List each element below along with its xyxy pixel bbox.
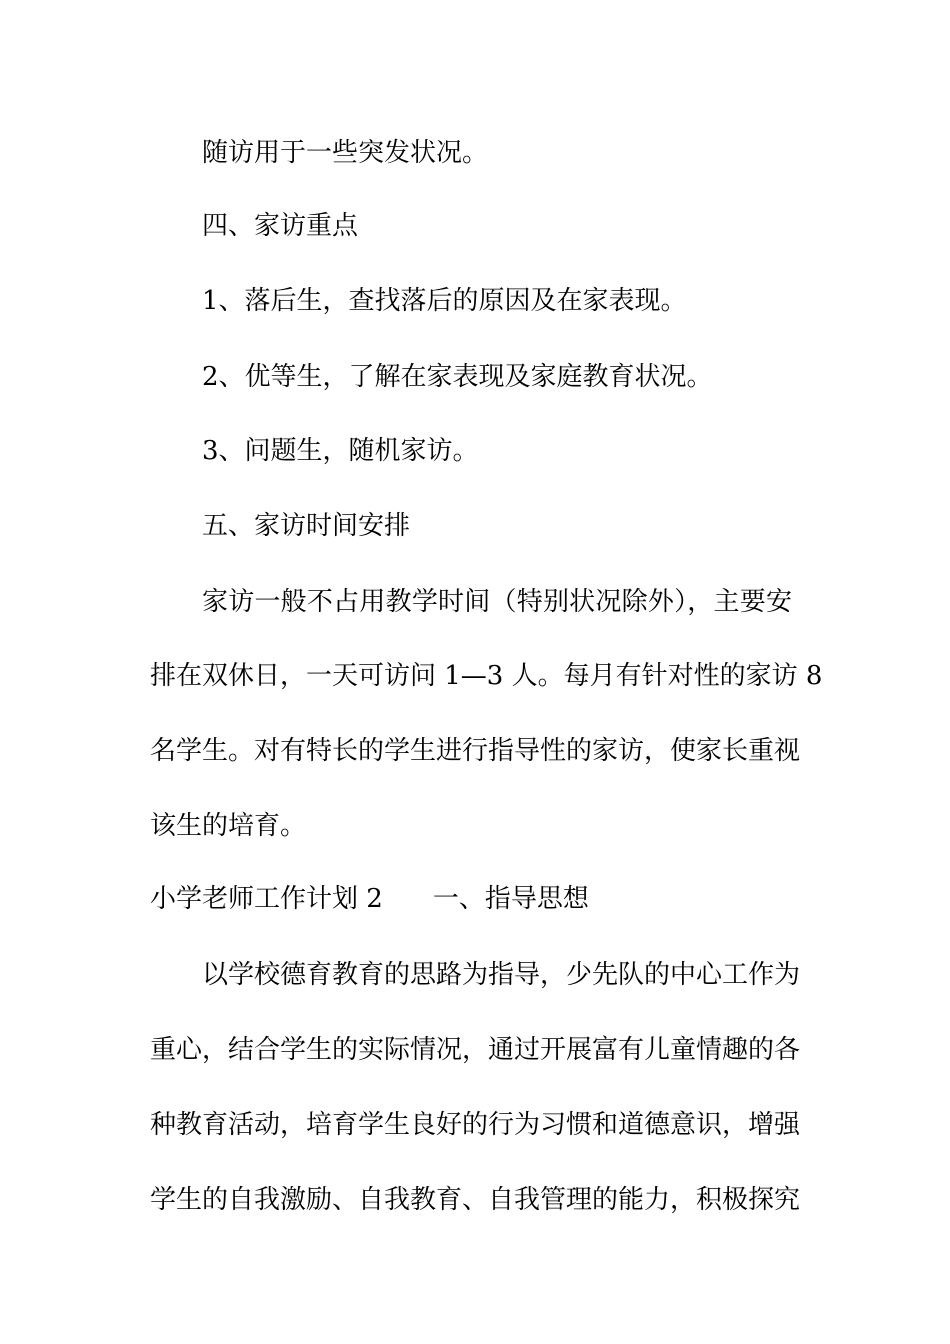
plan-heading [150,884,589,914]
plan-title: 小学老师工作计划 2 [150,884,383,914]
section-heading-5: 五、家访时间安排 [202,511,411,541]
text-line: 随访用于一些突发状况。 [202,138,489,168]
paragraph-line: 学生的自我激励、自我教育、自我管理的能力，积极探究 [150,1185,801,1215]
section-heading-4: 四、家访重点 [202,211,359,241]
paragraph-line: 种教育活动，培育学生良好的行为习惯和道德意识，增强 [150,1110,801,1140]
list-item: 3、问题生，随机家访。 [202,436,479,466]
list-item: 1、落后生，查找落后的原因及在家表现。 [202,286,687,316]
paragraph-line: 重心，结合学生的实际情况，通过开展富有儿童情趣的各 [150,1035,801,1065]
paragraph-line: 该生的培育。 [150,811,307,841]
paragraph-line: 家访一般不占用教学时间（特别状况除外），主要安 [202,587,792,617]
section-heading-1: 一、指导思想 [432,884,589,914]
paragraph-line: 以学校德育教育的思路为指导，少先队的中心工作为 [202,960,801,990]
paragraph-line: 排在双休日，一天可访问 1—3 人。每月有针对性的家访 8 [150,661,823,691]
paragraph-line: 名学生。对有特长的学生进行指导性的家访，使家长重视 [150,736,801,766]
list-item: 2、优等生，了解在家表现及家庭教育状况。 [202,362,713,392]
